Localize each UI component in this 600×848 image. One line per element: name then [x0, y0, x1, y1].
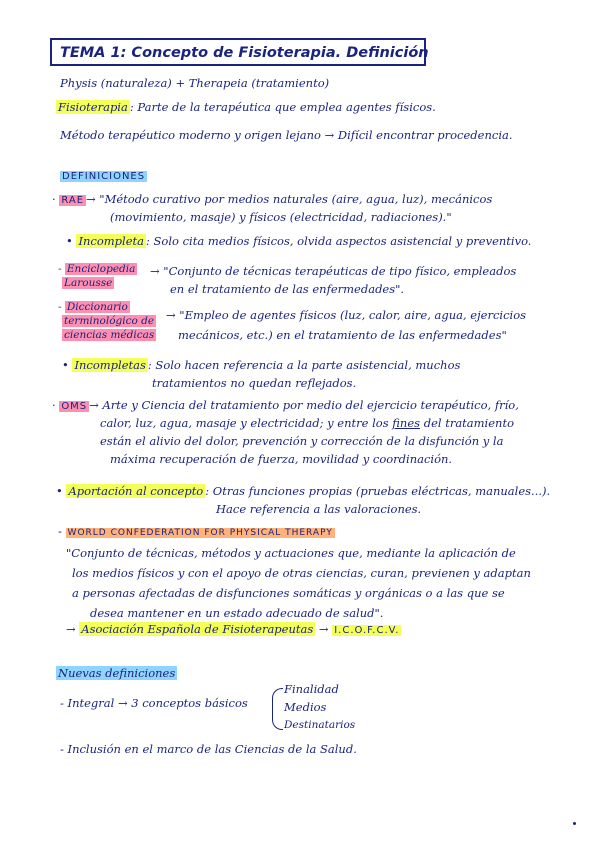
page-title: TEMA 1: Concepto de Fisioterapia. Definición [60, 45, 429, 61]
fisioterapia-label: Fisioterapia [58, 100, 128, 114]
rae-label: RAE [61, 195, 85, 206]
wcpt-line2: los medios físicos y con el apoyo de otras ciencias, curan, previenen y adaptan [72, 566, 531, 580]
wcpt-label: WORLD CONFEDERATION FOR PHYSICAL THERAPY [67, 528, 333, 538]
fisioterapia-definition [56, 100, 436, 114]
larousse-label-1: - Enciclopedia [58, 263, 136, 275]
larousse-line1: → "Conjunto de técnicas terapéuticas de tipo físico, empleados [150, 264, 517, 278]
oms-aportacion: • Aportación al concepto : Otras funciones propias (pruebas eléctricas, manuales...). [56, 484, 551, 498]
definiciones-header [60, 168, 147, 184]
bracket [272, 688, 283, 730]
aportacion-text2: Hace referencia a las valoraciones. [216, 502, 422, 516]
wcpt-line3: a personas afectadas de disfunciones somáticas y orgánicas o a las que se [72, 586, 505, 600]
page-mark [573, 822, 576, 825]
nuevas-label: Nuevas definiciones [58, 666, 176, 680]
aef-label: Asociación Española de Fisioterapeutas [81, 622, 314, 636]
rae-note-label: Incompleta [78, 234, 144, 248]
oms-line4: máxima recuperación de fuerza, movilidad y coordinación. [110, 452, 453, 466]
concept-finalidad: Finalidad [284, 682, 339, 696]
rae-line1: · RAE → "Método curativo por medios naturales (aire, agua, luz), mecánicos [52, 192, 493, 206]
title-box [50, 38, 429, 66]
larousse-label-2: Larousse [64, 277, 113, 289]
diccionario-note-text1: : Solo hacen referencia a la parte asistencial, muchos [147, 358, 461, 372]
diccionario-label-1: - Diccionario [58, 301, 128, 313]
diccionario-note-label: Incompletas [74, 358, 146, 372]
diccionario-line1: → "Empleo de agentes físicos (luz, calor, aire, agua, ejercicios [166, 308, 527, 322]
nuevas-header [56, 666, 177, 680]
larousse-line2: en el tratamiento de las enfermedades". [170, 282, 405, 296]
etymology: Physis (naturaleza) + Therapeia (tratamiento) [60, 76, 330, 90]
oms-fines: fines [392, 416, 421, 430]
inclusion-line: - Inclusión en el marco de las Ciencias de la Salud. [60, 742, 357, 756]
aportacion-label: Aportación al concepto [68, 484, 204, 498]
oms-line3: están el alivio del dolor, prevención y corrección de la disfunción y la [100, 434, 504, 448]
wcpt-line4: desea mantener en un estado adecuado de salud". [90, 606, 384, 620]
oms-line1: · OMS → Arte y Ciencia del tratamiento por medio del ejercicio terapéutico, frío, [52, 398, 519, 412]
diccionario-line2: mecánicos, etc.) en el tratamiento de las enfermedades" [178, 328, 507, 342]
rae-text1: → "Método curativo por medios naturales (aire, agua, luz), mecánicos [86, 192, 493, 206]
icofcv-label: I.C.O.F.C.V. [334, 625, 400, 636]
wcpt-header: - WORLD CONFEDERATION FOR PHYSICAL THERAPY [58, 524, 333, 538]
diccionario-note-text2: tratamientos no quedan reflejados. [152, 376, 357, 390]
concept-destinatarios: Destinatarios [284, 719, 356, 731]
rae-note: • Incompleta : Solo cita medios físicos, olvida aspectos asistencial y preventivo. [66, 234, 532, 248]
diccionario-label-3: ciencias médicas [64, 329, 155, 341]
definiciones-label: DEFINICIONES [62, 171, 146, 182]
diccionario-note: • Incompletas : Solo hacen referencia a la parte asistencial, muchos [62, 358, 461, 372]
oms-text1: → Arte y Ciencia del tratamiento por medio del ejercicio terapéutico, frío, [89, 398, 519, 412]
metodo-text: Método terapéutico moderno y origen lejano → Difícil encontrar procedencia. [60, 128, 513, 142]
integral-line: - Integral → 3 conceptos básicos [60, 696, 248, 710]
aportacion-text1: : Otras funciones propias (pruebas eléctricas, manuales...). [205, 484, 551, 498]
diccionario-label-2: terminológico de [64, 315, 155, 327]
wcpt-line1: "Conjunto de técnicas, métodos y actuaciones que, mediante la aplicación de [66, 546, 516, 560]
oms-label: OMS [61, 401, 88, 412]
concept-medios: Medios [284, 700, 327, 714]
rae-note-text: : Solo cita medios físicos, olvida aspectos asistencial y preventivo. [146, 234, 532, 248]
fisioterapia-text: : Parte de la terapéutica que emplea agentes físicos. [129, 100, 436, 114]
wcpt-associations: → Asociación Española de Fisioterapeutas → I.C.O.F.C.V. [66, 622, 400, 636]
rae-line2: (movimiento, masaje) y físicos (electricidad, radiaciones)." [110, 210, 452, 224]
oms-line2: calor, luz, agua, masaje y electricidad; y entre los fines del tratamiento [100, 416, 514, 430]
